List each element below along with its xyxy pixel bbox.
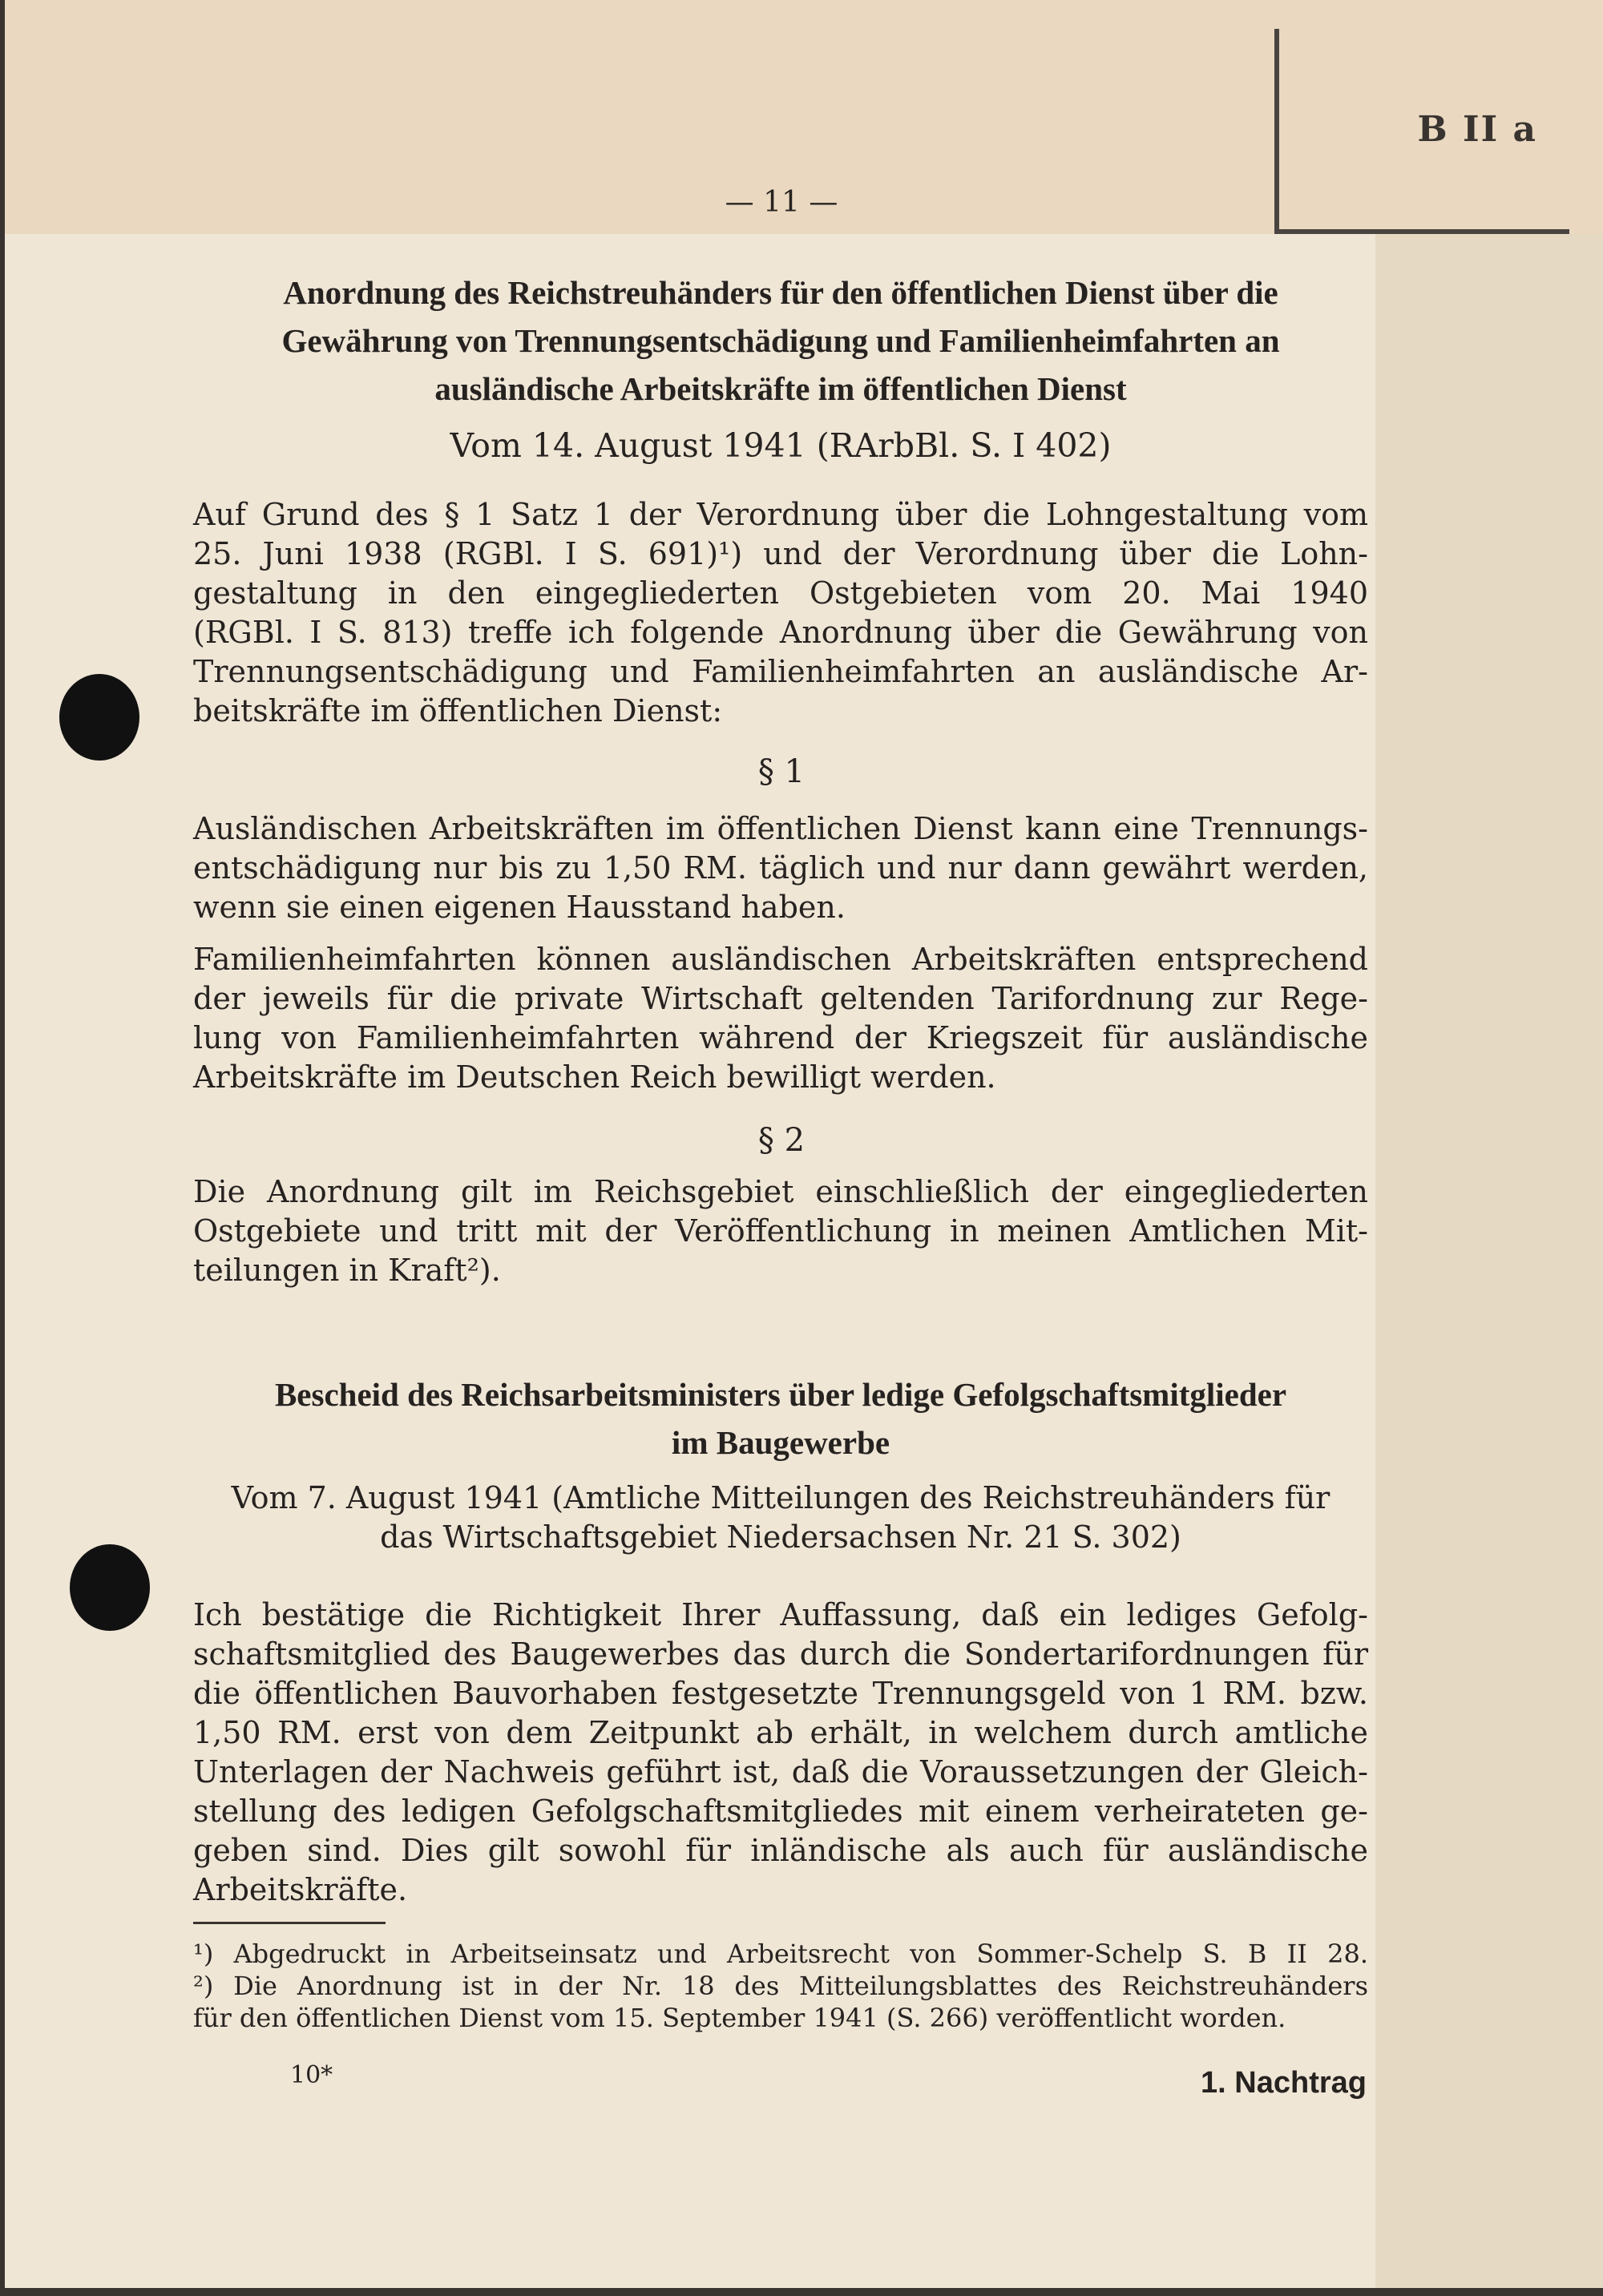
text-line: Gewährung von Trennungsentschädigung und Familienheimfahrten an [281,322,1280,359]
text-line: Ausländischen Arbeitskräften im öffentlichen Dienst kann eine Trennungs- [193,811,1368,846]
text-line: Familienheimfahrten können ausländischen Arbeitskräften entsprechend [193,942,1368,977]
text-line: Ich bestätige die Richtigkeit Ihrer Auffassung, daß ein lediges Gefolg- [193,1597,1368,1632]
text-line: stellung des ledigen Gefolgschaftsmitgliedes mit einem verheirateten ge- [193,1794,1368,1829]
footnotes [193,1938,1368,2034]
text-line: ausländische Arbeitskräfte im öffentlichen Dienst [434,370,1127,407]
supplement-label: 1. Nachtrag [1201,2066,1367,2100]
text-line: schaftsmitglied des Baugewerbes das durch die Sondertarifordnungen für [193,1636,1368,1672]
text-line: wenn sie einen eigenen Hausstand haben. [193,890,846,925]
text-line: die öffentlichen Bauvorhaben festgesetzte Trennungsgeld von 1 RM. bzw. [193,1676,1368,1711]
text-line: Arbeitskräfte im Deutschen Reich bewilligt werden. [193,1059,996,1095]
punch-hole-mark [70,1544,150,1631]
paragraph1-b [193,940,1368,1097]
paragraph-heading-2: § 2 [757,1122,806,1159]
text-line: lung von Familienheimfahrten während der Kriegszeit für ausländische [193,1020,1368,1055]
text-line: für den öffentlichen Dienst vom 15. September 1941 (S. 266) veröffentlicht worden. [193,2003,1286,2033]
text-line: der jeweils für die private Wirtschaft geltenden Tarifordnung zur Rege- [193,981,1368,1016]
text-line: Unterlagen der Nachweis geführt ist, daß die Voraussetzungen der Gleich- [193,1754,1368,1790]
section2-title [193,1370,1368,1467]
register-label: B II a [1417,109,1537,150]
text-line: Bescheid des Reichsarbeitsministers über ledige Gefolgschaftsmitglieder [274,1376,1287,1413]
scan-border-bottom [0,2288,1603,2296]
signature-mark: 10* [290,2061,333,2089]
page-number: — 11 — [725,186,838,219]
text-line: teilungen in Kraft²). [193,1253,501,1288]
section1-title [193,268,1368,413]
text-line: Die Anordnung gilt im Reichsgebiet einschließlich der eingegliederten [193,1174,1368,1209]
section2-date [193,1479,1368,1557]
footnote-rule [193,1922,386,1924]
text-line: Anordnung des Reichstreuhänders für den öffentlichen Dienst über die [283,274,1278,311]
text-line: Auf Grund des § 1 Satz 1 der Verordnung über die Lohngestaltung vom [193,497,1368,532]
text-line: Arbeitskräfte. [193,1872,408,1907]
text-line: das Wirtschaftsgebiet Niedersachsen Nr. 21 S. 302) [380,1519,1181,1555]
text-line: ¹) Abgedruckt in Arbeitseinsatz und Arbeitsrecht von Sommer-Schelp S. B II 28. [193,1939,1368,1969]
paragraph1-a [193,809,1368,927]
text-line: entschädigung nur bis zu 1,50 RM. täglich und nur dann gewährt werden, [193,850,1368,886]
text-line: (RGBl. I S. 813) treffe ich folgende Anordnung über die Gewährung von [193,615,1368,650]
text-line: Ostgebiete und tritt mit der Veröffentlichung in meinen Amtlichen Mit- [193,1213,1368,1249]
section1-date [193,426,1368,466]
text-line: beitskräfte im öffentlichen Dienst: [193,693,723,728]
text-line: Vom 7. August 1941 (Amtliche Mitteilungen des Reichstreuhänders für [231,1480,1330,1515]
paragraph-heading-1: § 1 [757,753,806,790]
text-line: geben sind. Dies gilt sowohl für inländische als auch für ausländische [193,1833,1368,1868]
text-line: ²) Die Anordnung ist in der Nr. 18 des Mitteilungsblattes des Reichstreuhänders [193,1971,1368,2001]
text-line: 25. Juni 1938 (RGBl. I S. 691)¹) und der Verordnung über die Lohn- [193,536,1368,571]
text-line: 1,50 RM. erst von dem Zeitpunkt ab erhält, in welchem durch amtliche [193,1715,1368,1750]
text-line: im Baugewerbe [671,1424,890,1461]
section2-body [193,1596,1368,1910]
text-line: Trennungsentschädigung und Familienheimfahrten an ausländische Ar- [193,654,1368,689]
paragraph2 [193,1172,1368,1290]
page-edge-strip [1375,234,1603,2296]
text-line: gestaltung in den eingegliederten Ostgebieten vom 20. Mai 1940 [193,575,1368,611]
preamble [193,495,1368,731]
date-line: Vom 14. August 1941 (RArbBl. S. I 402) [450,426,1112,465]
punch-hole-mark [59,674,139,761]
